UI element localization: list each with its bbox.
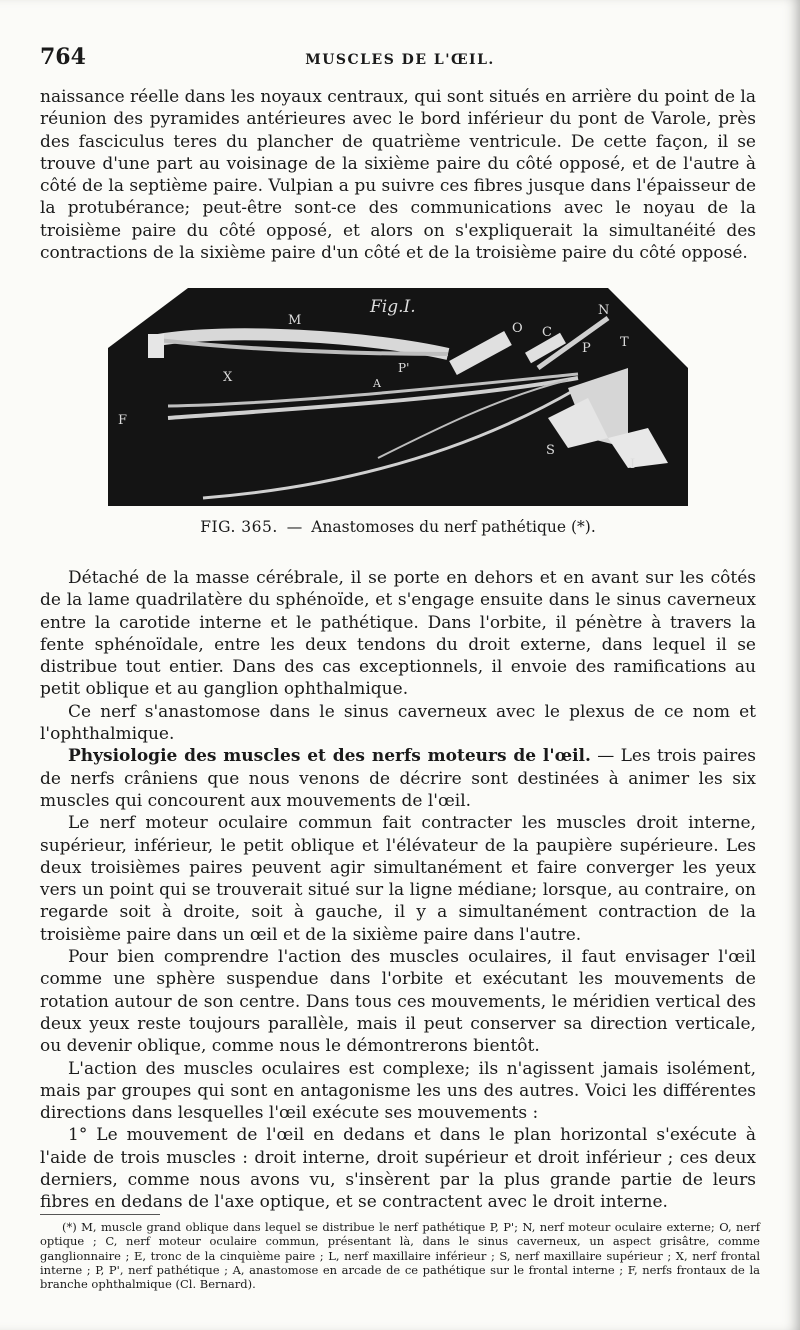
muscle-insertion <box>148 334 164 358</box>
running-title: MUSCLES DE L'ŒIL. <box>305 52 495 68</box>
label-m: M <box>288 313 302 328</box>
label-p-prime: P' <box>398 361 410 375</box>
page-header <box>40 44 760 74</box>
label-f: F <box>118 413 128 428</box>
intro-paragraph-block <box>40 86 756 264</box>
label-n: N <box>598 303 610 318</box>
label-a: A <box>373 377 381 390</box>
paragraph: 1° Le mouvement de l'œil en dedans et dans le plan horizontal s'exécute à l'aide de trois muscles : droit interne, droit supérieur et droit inférieur ; ces deux derniers, comme nous avons vu, s'insèrent par la plus grande partie de leurs fibres en dedans de l'axe optique, et se contractent avec le droit interne. <box>40 1125 756 1213</box>
footnote-text: (*) M, muscle grand oblique dans lequel se distribue le nerf pathétique P, P'; N, nerf moteur oculaire externe; O, nerf optique ; C, nerf moteur oculaire commun, présentant là, dans le sinus caverneux, un aspect grisâtre, comme ganglionnaire ; E, tronc de la cinquième paire ; L, nerf maxillaire inférieur ; S, nerf maxillaire supérieur ; X, nerf frontal interne ; P, P', nerf pathétique ; A, anastomose en arcade de ce pathétique sur le frontal interne ; F, nerfs frontaux de la branche ophthalmique (Cl. Bernard). <box>40 1220 760 1292</box>
label-x: X <box>223 370 233 385</box>
figure-label: Fig.I. <box>370 297 416 317</box>
intro-paragraph: naissance réelle dans les noyaux centraux, qui sont situés en arrière du point de la réunion des pyramides antérieures avec le bord inférieur du pont de Varole, près des fasciculus teres du plancher de quatrième ventricule. De cette façon, il se trouve d'une part au voisinage de la sixième paire du côté opposé, et de l'autre à côté de la septième paire. Vulpian a pu suivre ces fibres jusque dans l'épaisseur de la protubérance; peut-être sont-ce des communications avec le noyau de la troisième paire du côté opposé, et alors on s'expliquerait la simultanéité des contractions de la sixième paire d'un côté et de la troisième paire du côté opposé. <box>40 87 757 264</box>
label-c: C <box>542 325 552 340</box>
caption-number: FIG. 365. <box>200 518 278 536</box>
figure-caption <box>40 518 756 536</box>
paragraph: Pour bien comprendre l'action des muscles oculaires, il faut envisager l'œil comme une sphère suspendue dans l'orbite et exécutant les mouvements de rotation autour de son centre. Dans tous ces mouvements, le méridien vertical des deux yeux reste toujours parallèle, mais il peut conserver sa direction verticale, ou devenir oblique, comme nous le démontrerons bientôt. <box>40 947 756 1057</box>
label-o: O <box>512 321 523 336</box>
anatomical-figure <box>108 288 688 506</box>
paragraph: Détaché de la masse cérébrale, il se porte en dehors et en avant sur les côtés de la lame quadrilatère du sphénoïde, et s'engage ensuite dans le sinus caverneux entre la carotide interne et le pathétique. Dans l'orbite, il pénètre à travers la fente sphénoïdale, entre les deux tendons du droit externe, dans lequel il se distribue tout entier. Dans des cas exceptionnels, il envoie des ramifications au petit oblique et au ganglion ophthalmique. <box>40 568 756 700</box>
physiology-paragraph <box>40 745 756 812</box>
label-s: S <box>546 443 555 458</box>
physiology-heading: Physiologie des muscles et des nerfs moteurs de l'œil. <box>68 746 591 767</box>
label-p: P <box>582 341 591 356</box>
page-number: 764 <box>40 44 86 70</box>
paragraph: L'action des muscles oculaires est complexe; ils n'agissent jamais isolément, mais par groupes qui sont en antagonisme les uns des autres. Voici les différentes directions dans lesquelles l'œil exécute ses mouvements : <box>40 1058 756 1124</box>
footnote-rule <box>40 1214 160 1215</box>
physiology-text: Les trois paires de nerfs crâniens que nous venons de décrire sont destinées à animer les six muscles qui concourent aux mouvements de l'œil. <box>40 746 757 811</box>
caption-dash: — <box>286 518 303 536</box>
footnote <box>40 1220 760 1291</box>
label-i: I <box>630 457 636 472</box>
caption-text: Anastomoses du nerf pathétique (*). <box>311 518 596 536</box>
body-text <box>40 567 756 1214</box>
label-t: T <box>620 335 629 350</box>
paragraph: Ce nerf s'anastomose dans le sinus caverneux avec le plexus de ce nom et l'ophthalmique. <box>40 701 756 745</box>
paragraph: Le nerf moteur oculaire commun fait contracter les muscles droit interne, supérieur, inférieur, le petit oblique et l'élévateur de la paupière supérieure. Les deux troisièmes paires peuvent agir simultanément et faire converger les yeux vers un point qui se trouverait situé sur la ligne médiane; lorsque, au contraire, on regarde soit à droite, soit à gauche, il y a simultanément contraction de la troisième paire dans un œil et de la sixième paire dans l'autre. <box>40 813 756 945</box>
nerve-engraving <box>108 288 688 506</box>
physiology-dash: — <box>597 746 615 767</box>
